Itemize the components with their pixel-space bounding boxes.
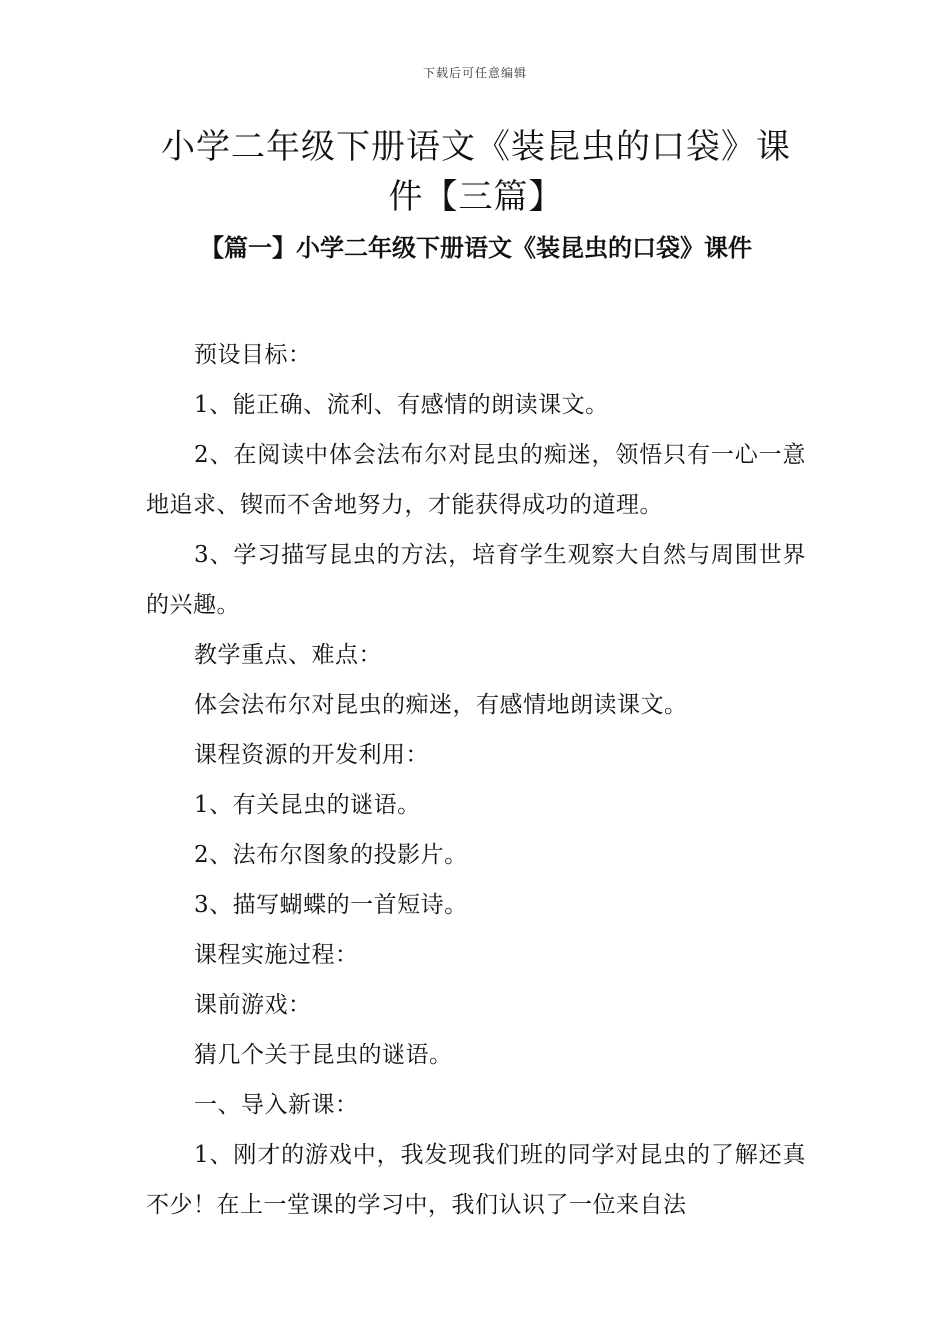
document-title: 小学二年级下册语文《装昆虫的口袋》课件【三篇】 xyxy=(161,127,791,217)
paragraph: 课程资源的开发利用： xyxy=(194,742,429,768)
paragraph: 2、法布尔图象的投影片。 xyxy=(194,842,468,868)
paragraph: 教学重点、难点： xyxy=(194,642,382,668)
header-note: 下载后可任意编辑 xyxy=(422,66,527,80)
paragraph: 课前游戏： xyxy=(194,992,312,1018)
paragraph: 一、导入新课： xyxy=(194,1092,359,1118)
paragraph: 3、学习描写昆虫的方法，培育学生观察大自然与周围世界的兴趣。 xyxy=(146,542,806,618)
paragraph: 体会法布尔对昆虫的痴迷，有感情地朗读课文。 xyxy=(194,692,688,718)
body-text xyxy=(146,330,806,1230)
paragraph: 1、刚才的游戏中，我发现我们班的同学对昆虫的了解还真不少！在上一堂课的学习中，我们认识了一位来自法 xyxy=(146,1142,806,1218)
paragraph: 2、在阅读中体会法布尔对昆虫的痴迷，领悟只有一心一意地追求、锲而不舍地努力，才能获得成功的道理。 xyxy=(146,442,806,518)
paragraph: 1、有关昆虫的谜语。 xyxy=(194,792,421,818)
paragraph: 3、描写蝴蝶的一首短诗。 xyxy=(194,892,468,918)
paragraph: 猜几个关于昆虫的谜语。 xyxy=(194,1042,453,1068)
paragraph: 课程实施过程： xyxy=(194,942,359,968)
paragraph: 预设目标： xyxy=(194,342,312,368)
section-subtitle: 【篇一】小学二年级下册语文《装昆虫的口袋》课件 xyxy=(200,233,752,262)
paragraph: 1、能正确、流利、有感情的朗读课文。 xyxy=(194,392,609,418)
